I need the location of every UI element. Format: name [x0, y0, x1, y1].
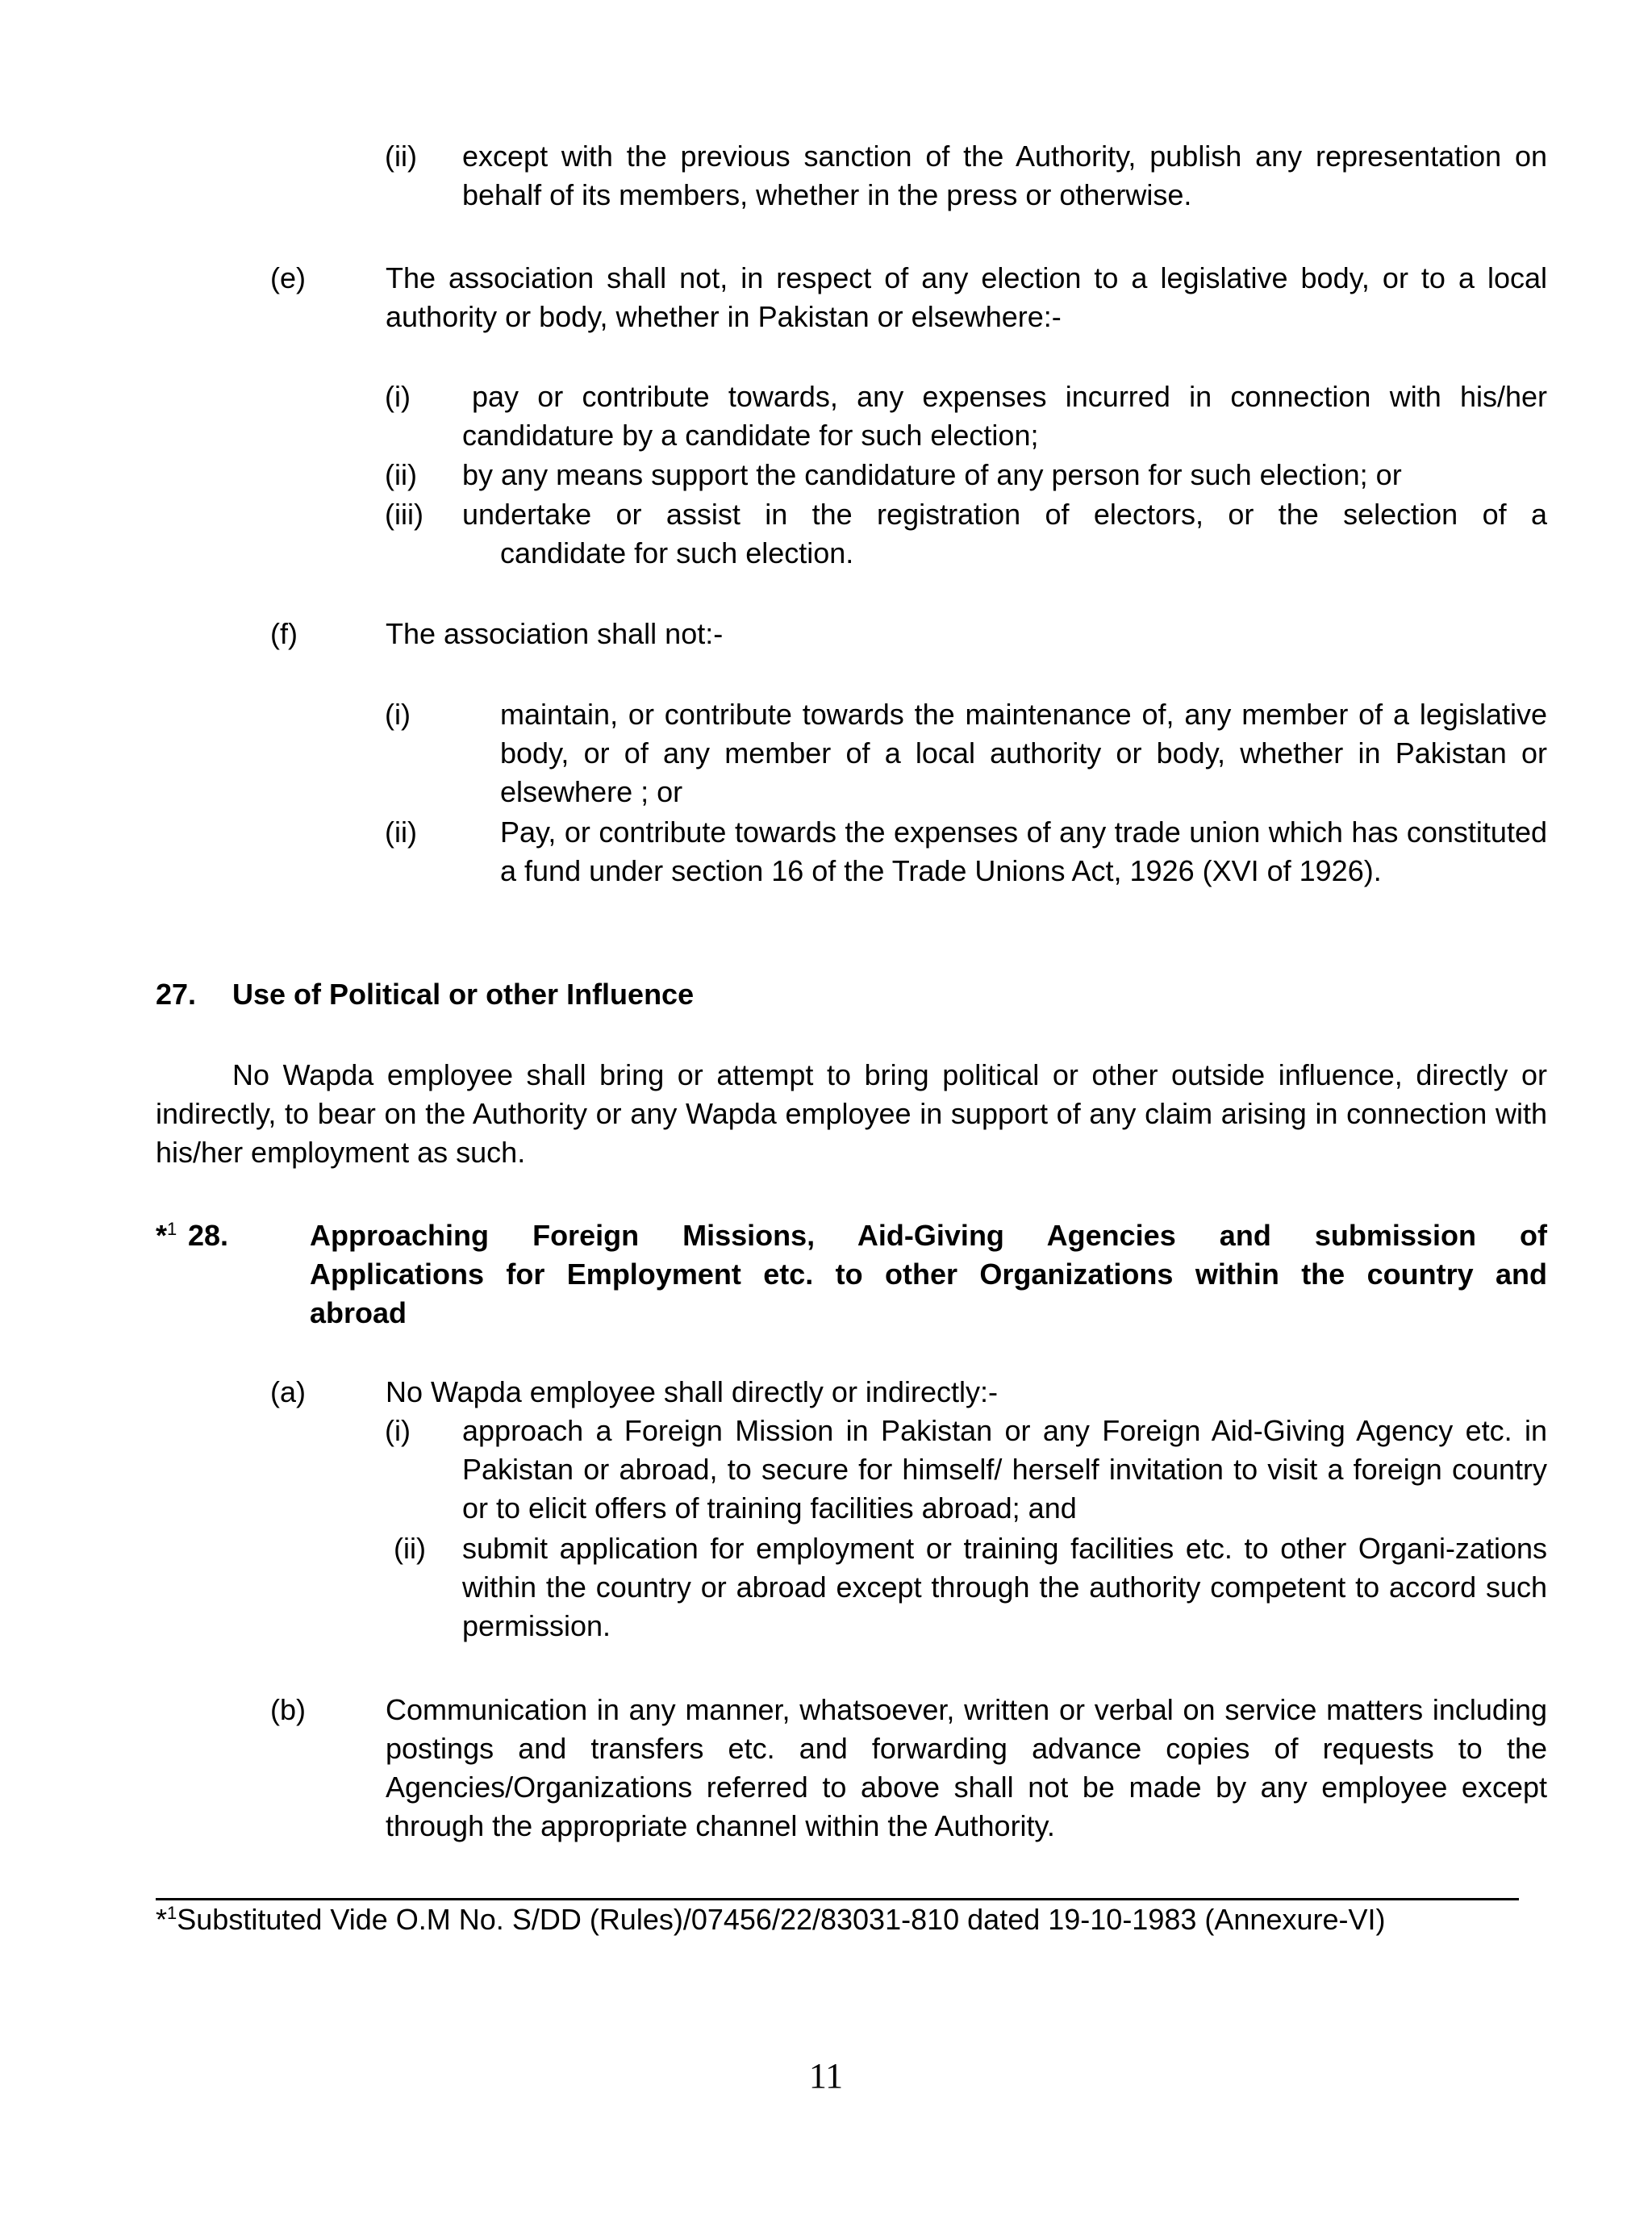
clause-e-iii-label: (iii) [385, 498, 423, 531]
section-28-number: 28. [188, 1219, 229, 1252]
clause-f-i-text: maintain, or contribute towards the maintenance of, any member of a legislative body, or of any member of a local authority or body, whether in Pakistan or elsewhere ; or [500, 698, 1547, 808]
clause-f-ii-text: Pay, or contribute towards the expenses of any trade union which has constituted a fund under section 16 of the Trade Unions Act, 1926 (XVI of 1926). [500, 816, 1547, 887]
footnote-marker-sup: 1 [167, 1903, 177, 1923]
clause-28a-i-text: approach a Foreign Mission in Pakistan or any Foreign Aid-Giving Agency etc. in Pakistan or abroad, to secure for himself/ herself invitation to visit a foreign country or to elicit offers of training facilities abroad; and [462, 1414, 1547, 1525]
clause-28b-text: Communication in any manner, whatsoever, written or verbal on service matters including postings and transfers etc. and forwarding advance copies of requests to the Agencies/Organizations referred to above shall not be made by any employee except through the appropriate channel within the Authority. [386, 1693, 1547, 1842]
clause-28a-text: No Wapda employee shall directly or indirectly:- [386, 1375, 998, 1408]
footnote [156, 1900, 1385, 1939]
section-28-title-line2: Applications for Employment etc. to other Organizations within the country and [310, 1258, 1547, 1291]
clause-28a-ii-label: (ii) [394, 1532, 426, 1565]
clause-d-ii-label: (ii) [385, 140, 417, 173]
clause-f-ii-label: (ii) [385, 816, 417, 849]
clause-f-text: The association shall not:- [386, 617, 724, 650]
section-27-number: 27. [156, 978, 197, 1011]
clause-e-i-label: (i) [385, 380, 411, 413]
clause-28a-i-label: (i) [385, 1414, 411, 1447]
clause-e-text: The association shall not, in respect of any election to a legislative body, or to a local authority or body, whether in Pakistan or elsewhere:- [386, 261, 1547, 333]
section-27-body: No Wapda employee shall bring or attempt to bring political or other outside influence, directly or indirectly, to bear on the Authority or any Wapda employee in support of any claim arising in connection with his/her employment as such. [156, 1058, 1547, 1169]
page-number: 11 [808, 2056, 844, 2096]
clause-f-label: (f) [270, 617, 298, 650]
clause-e-label: (e) [270, 261, 306, 294]
clause-e-iii-text-line1: undertake or assist in the registration of electors, or the selection of a [462, 498, 1547, 531]
section-28-title-line3: abroad [310, 1296, 407, 1329]
clause-d-ii-text: except with the previous sanction of the Authority, publish any representation on behalf of its members, whether in the press or otherwise. [462, 140, 1547, 211]
clause-e-ii-text: by any means support the candidature of any person for such election; or [462, 458, 1402, 491]
clause-28a-ii-text: submit application for employment or training facilities etc. to other Organi-zations within the country or abroad except through the authority competent to accord such permission. [462, 1532, 1547, 1642]
clause-28b-label: (b) [270, 1693, 306, 1726]
clause-f-i-label: (i) [385, 698, 411, 731]
section-28-marker: *$^1$ [156, 1219, 177, 1252]
footnote-marker: * [156, 1903, 168, 1936]
clause-e-ii-label: (ii) [385, 458, 417, 491]
section-27-title: Use of Political or other Influence [232, 978, 695, 1011]
section-28-title-line1: Approaching Foreign Missions, Aid-Giving Agencies and submission of [310, 1219, 1547, 1252]
footnote-text: Substituted Vide O.M No. S/DD (Rules)/07456/22/83031-810 dated 19-10-1983 (Annexure-VI) [177, 1903, 1386, 1936]
clause-28a-label: (a) [270, 1375, 306, 1408]
clause-e-i-text: pay or contribute towards, any expenses incurred in connection with his/her candidature by a candidate for such election; [462, 380, 1547, 452]
clause-e-iii-text-line2: candidate for such election. [500, 536, 854, 569]
